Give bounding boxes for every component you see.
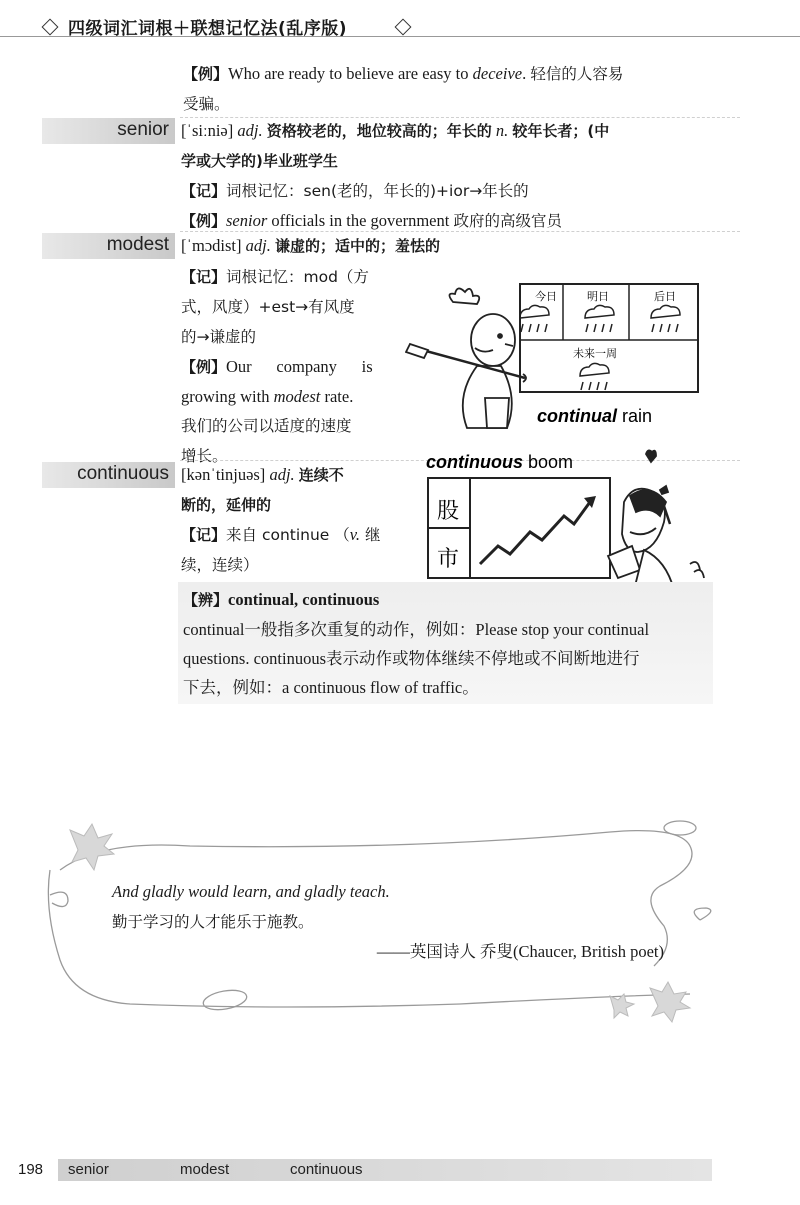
phonetic: [ˈmɔdist]: [181, 236, 242, 255]
footer-word: modest: [180, 1161, 230, 1178]
leaf-icon: [650, 982, 690, 1022]
footer-bar: [58, 1159, 712, 1181]
day-label-tomorrow: 明日: [587, 291, 609, 303]
headword: senior: [117, 119, 169, 140]
caption-continual-rain: continual rain: [537, 406, 653, 426]
quote-chinese: 勤于学习的人才能乐于施教。: [112, 913, 314, 931]
quote-attribution: ——英国诗人 乔叟(Chaucer, British poet): [376, 942, 664, 961]
cartoon-man: [406, 288, 526, 428]
day-label-today: 今日: [535, 291, 557, 303]
entry-modest-body: 【记】词根记忆：mod（方 式，风度）+est→有风度 的→谦虚的 【例】Our company is growing with modest rate. 我们的公司以适度的速度 增长。: [181, 268, 373, 465]
headword-bar-senior: [42, 118, 175, 144]
diamond-icon: [42, 19, 59, 36]
leaf-icon: [610, 994, 634, 1018]
week-label: 未来一周: [573, 348, 617, 360]
cartoon-man-excited: [608, 450, 704, 590]
illustration-continual-rain: [405, 278, 705, 438]
headword-bar-modest: [42, 233, 175, 259]
heart-icon: [646, 450, 656, 462]
deceive-example: 【例】Who are ready to believe are easy to deceive. 轻信的人容易 受骗。: [183, 64, 624, 113]
headword: continuous: [77, 463, 169, 484]
caption-continuous-boom: continuous boom: [426, 452, 574, 472]
entry-modest-def: [ˈmɔdist] adj. 谦虚的；适中的；羞怯的: [181, 236, 440, 255]
illustration-continuous-boom: [418, 446, 718, 592]
footer-word: senior: [68, 1161, 109, 1178]
diamond-icon: [395, 19, 412, 36]
running-header: [0, 0, 800, 44]
phonetic: [ˈsiːniə]: [181, 121, 234, 140]
headword-bar-continuous: [42, 462, 175, 488]
header-rule: [0, 36, 800, 37]
day-label-after: 后日: [654, 291, 676, 303]
quote: [112, 877, 712, 967]
stock-label-2: 市: [437, 546, 460, 571]
book-title: 四级词汇词根＋联想记忆法(乱序版): [68, 19, 348, 39]
entry-continuous: [kənˈtinjuəs] adj. 连续不 断的，延伸的 【记】来自 continue （v. 继 续，连续）: [181, 465, 381, 574]
phonetic: [kənˈtinjuəs]: [181, 465, 266, 484]
distinguish-text: 【辨】continual, continuous continual一般指多次重复的动作，例如：Please stop your continual questions. continuous表示动作或物体继续不停地或不间断地进行 下去，例如：a continuous flow of traffic。: [183, 590, 650, 697]
quote-english: And gladly would learn, and gladly teach.: [112, 882, 390, 901]
headword: modest: [106, 234, 169, 255]
stock-label-1: 股: [437, 498, 460, 523]
leaf-icon: [70, 824, 114, 870]
entry-senior: [ˈsiːniə] adj. 资格较老的，地位较高的；年长的 n. 较年长者；(中 学或大学的)毕业班学生 【记】词根记忆：sen(老的，年长的)+ior→年长的 【例】senior officials in the government 政府的高级官员: [181, 121, 610, 230]
page-number: 198: [18, 1161, 44, 1178]
footer-word: continuous: [290, 1161, 363, 1178]
page-footer: [0, 1157, 800, 1183]
